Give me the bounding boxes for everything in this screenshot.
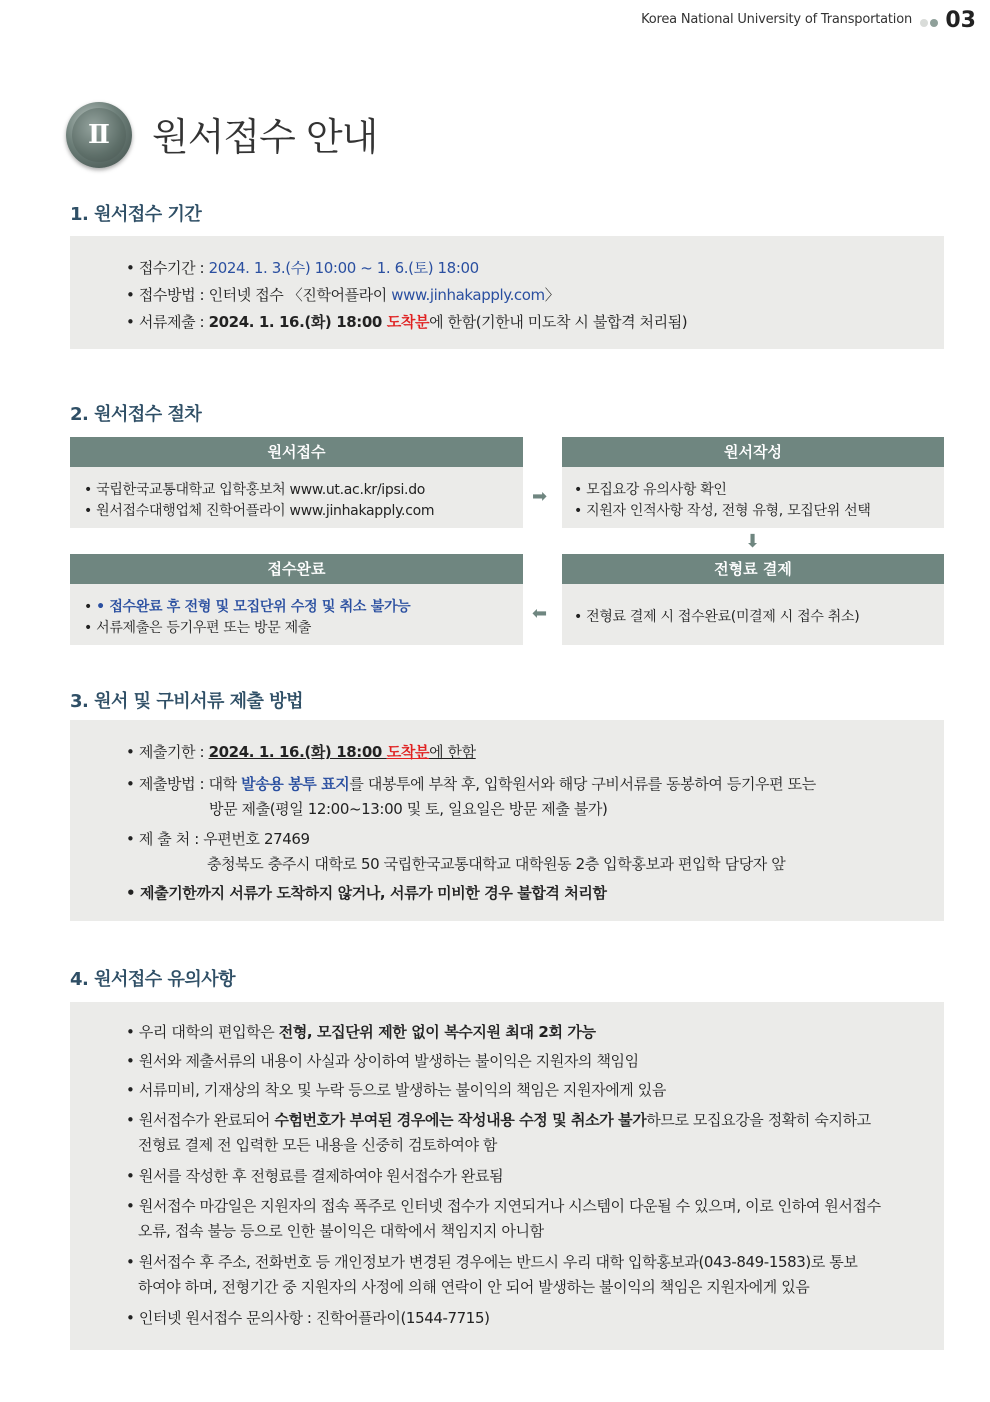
header-dot-light — [920, 19, 928, 27]
university-name: Korea National University of Transportation — [641, 12, 912, 27]
notice-item: • 원서접수 마감일은 지원자의 접속 폭주로 인터넷 접수가 지연되거나 시스템이 다운될 수 있으며, 이로 인하여 원서접수 — [126, 1197, 881, 1215]
notice-item: • 원서와 제출서류의 내용이 사실과 상이하여 발생하는 불이익은 지원자의 책임임 — [126, 1052, 639, 1070]
section-4-box: • 우리 대학의 편입학은 전형, 모집단위 제한 없이 복수지원 최대 2회 가능 • 원서와 제출서류의 내용이 사실과 상이하여 발생하는 불이익은 지원자의 책임임 • 서류미비, 기재상의 착오 및 누락 등으로 발생하는 불이익의 책임은 지원자에게 있음 • 원서접수가 완료되어 수험번호가 부여된 경우에는 작성내용 수정 및 취소가 불가하므로 모집요강을 정확히 숙지하고 전형료 결제 전 입력한 모든 내용을 신중히 검토하여야 함 • 원서를 작성한 후 전형료를 결제하여야 원서접수가 완료됨 • 원서접수 마감일은 지원자의 접속 폭주로 인터넷 접수가 지연되거나 시스템이 다운될 수 있으며, 이로 인하여 원서접수 오류, 접속 불능 등으로 인한 불이익은 대학에서 책임지지 아니함 • 원서접수 후 주소, 전화번호 등 개인정보가 변경된 경우에는 반드시 우리 대학 입학홍보과(043-849-1583)로 통보 하여야 하며, 전형기간 중 지원자의 사정에 의해 연락이 안 되어 발생하는 불이익의 책임은 지원자에게 있음 • 인터넷 원서접수 문의사항 : 진학어플라이(1544-7715) — [70, 1002, 944, 1350]
section-2-title: 2. 원서접수 절차 — [70, 404, 202, 425]
method-item: • 접수방법 : 인터넷 접수 〈진학어플라이 www.jinhakapply.com〉 — [126, 286, 560, 304]
section-4-title: 4. 원서접수 유의사항 — [70, 969, 235, 990]
step-pay-header: 전형료 결제 — [562, 554, 944, 584]
section-3-box: • 제출기한 : 2024. 1. 16.(화) 18:00 도착분에 한함 • 제출방법 : 대학 발송용 봉투 표지를 대봉투에 부착 후, 입학원서와 해당 구비서류를 동봉하여 등기우편 또는 방문 제출(평일 12:00~13:00 및 토, 일요일은 방문 제출 불가) • 제 출 처 : 우편번호 27469 충청북도 충주시 대학로 50 국립한국교통대학교 대학원동 2층 입학홍보과 편입학 담당자 앞 • 제출기한까지 서류가 도착하지 않거나, 서류가 미비한 경우 불합격 처리함 — [70, 720, 944, 921]
step-done-body: • • 접수완료 후 전형 및 모집단위 수정 및 취소 불가능 • 서류제출은 등기우편 또는 방문 제출 — [70, 584, 523, 645]
step-write-body: • 모집요강 유의사항 확인 • 지원자 인적사항 작성, 전형 유형, 모집단위 선택 — [562, 467, 944, 528]
page-header — [0, 8, 990, 32]
notice-item: • 인터넷 원서접수 문의사항 : 진학어플라이(1544-7715) — [126, 1309, 490, 1327]
chapter-badge — [66, 102, 132, 168]
section-1-title: 1. 원서접수 기간 — [70, 204, 202, 225]
notice-item: • 원서접수 후 주소, 전화번호 등 개인정보가 변경된 경우에는 반드시 우리 대학 입학홍보과(043-849-1583)로 통보 — [126, 1253, 858, 1271]
deadline-item: • 제출기한 : 2024. 1. 16.(화) 18:00 도착분에 한함 — [126, 743, 476, 761]
step-write-header: 원서작성 — [562, 437, 944, 467]
notice-item: • 서류미비, 기재상의 착오 및 누락 등으로 발생하는 불이익의 책임은 지원자에게 있음 — [126, 1081, 666, 1099]
step-done-header: 접수완료 — [70, 554, 523, 584]
document-item: • 서류제출 : 2024. 1. 16.(화) 18:00 도착분에 한함(기한내 미도착 시 불합격 처리됨) — [126, 313, 688, 331]
submit-method-item: • 제출방법 : 대학 발송용 봉투 표지를 대봉투에 부착 후, 입학원서와 해당 구비서류를 동봉하여 등기우편 또는 — [126, 775, 816, 793]
header-dot-dark — [930, 19, 938, 27]
notice-item: • 우리 대학의 편입학은 전형, 모집단위 제한 없이 복수지원 최대 2회 가능 — [126, 1023, 596, 1041]
notice-item: • 원서접수가 완료되어 수험번호가 부여된 경우에는 작성내용 수정 및 취소가 불가하므로 모집요강을 정확히 숙지하고 — [126, 1111, 871, 1129]
step-pay-body: • 전형료 결제 시 접수완료(미결제 시 접수 취소) — [562, 584, 944, 645]
chapter-numeral: Ⅱ — [72, 108, 126, 162]
arrow-left-icon: ⬅ — [532, 603, 548, 624]
section-1-box — [70, 236, 944, 349]
period-item: • 접수기간 : 2024. 1. 3.(수) 10:00 ~ 1. 6.(토) 18:00 — [126, 259, 479, 277]
chapter-title: 원서접수 안내 — [152, 115, 378, 159]
notice-item: • 원서를 작성한 후 전형료를 결제하여야 원서접수가 완료됨 — [126, 1167, 504, 1185]
period-value: 2024. 1. 3.(수) 10:00 ~ 1. 6.(토) 18:00 — [208, 259, 479, 277]
submit-place-item: • 제 출 처 : 우편번호 27469 — [126, 830, 310, 848]
jinhakapply-link[interactable]: www.jinhakapply.com — [391, 286, 545, 304]
arrow-right-icon: ➡ — [532, 486, 548, 507]
section-3-title: 3. 원서 및 구비서류 제출 방법 — [70, 691, 303, 712]
page-number: 03 — [945, 8, 976, 33]
submit-warning: • 제출기한까지 서류가 도착하지 않거나, 서류가 미비한 경우 불합격 처리함 — [126, 884, 607, 902]
step-apply-body: • 국립한국교통대학교 입학홍보처 www.ut.ac.kr/ipsi.do • 원서접수대행업체 진학어플라이 www.jinhakapply.com — [70, 467, 523, 528]
step-apply-header: 원서접수 — [70, 437, 523, 467]
arrow-down-icon: ⬇ — [745, 531, 761, 552]
